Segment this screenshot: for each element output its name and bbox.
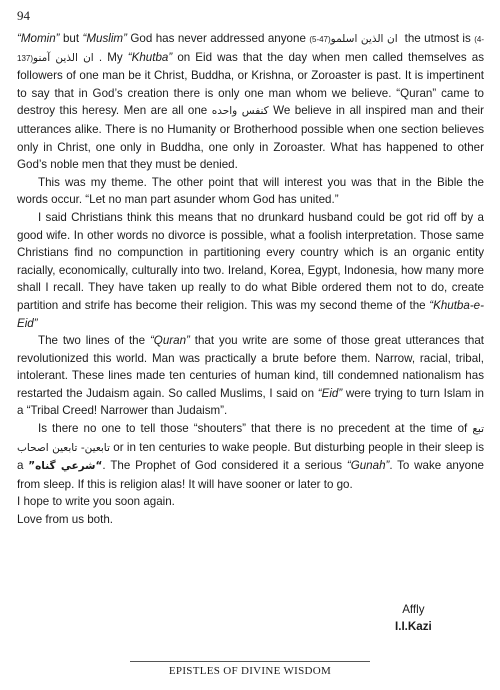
paragraph-5 (17, 420, 484, 493)
signature-block (395, 601, 432, 635)
text-run: We believe in all inspired man and their utterances alike. There is no Humanity or Brotherhood possible when one section believes only in Christ, one only in Buddha, one only in Zoroaster. What has happened to other God’s noble men that they must be denied. (17, 104, 484, 172)
text-run: were trying to turn Islam in a “Tribal Creed! Narrower than Judaism”. (17, 386, 484, 418)
text-run: . My (98, 50, 128, 64)
text-run: that you write are some of those great utterances that revolutionized this world. Man was practically a brute before them. Narrow, racial, tribal, intolerant. These lines made ten centuries of human kind, till condemned nationalism has restarted the Judaism again. So called Muslims, I said on (17, 334, 484, 400)
text-run: or in ten centuries to wake people. But disturbing people in their sleep is a (17, 440, 485, 473)
italic-term: “Muslim” (82, 32, 127, 45)
italic-term: “Khutba-e-Eid” (17, 298, 484, 330)
italic-term: “Khutba” (127, 50, 173, 64)
italic-term: “Momin” (17, 32, 60, 45)
text-run: . The Prophet of God considered it a serious (102, 459, 347, 473)
italic-term: “Quran” (149, 334, 190, 348)
arabic-quote: “شرعي گناه” (28, 460, 103, 473)
arabic-quote: ان الذين آمنو (33, 51, 99, 64)
italic-term: “Eid” (317, 386, 343, 400)
signoff-greeting: Affly (402, 603, 425, 616)
text-run: The two lines of the (38, 334, 150, 348)
paragraph-3 (17, 209, 484, 332)
text-run: on Eid was that the day when men called themselves as followers of one man be it Christ, Buddha, or Krishna, or Zoroaster is past. It is impertinent to say that in God’s creation there is only one man whom we believe. “Quran” came to destroy this heresy. Men are all one (17, 50, 484, 118)
text-run: . To wake anyone from sleep. If this is religion alas! It will have sooner or later to go. (17, 459, 484, 491)
italic-term: “Gunah” (346, 459, 390, 473)
footer-divider (130, 661, 370, 662)
verse-reference: (4-137) (17, 35, 484, 63)
paragraph-2: This was my theme. The other point that will interest you was that in the Bible the words occur. “Let no man part asunder whom God has united.” (17, 175, 484, 207)
arabic-quote: تبع تابعين- تابعين اصحاب (17, 423, 484, 454)
text-run: the utmost is (401, 32, 475, 45)
letter-body (17, 30, 484, 529)
verse-reference: (5-47) (309, 35, 331, 44)
text-run: I said Christians think this means that no drunkard husband could be got rid off by a good wife. In other words no divorce is possible, what a foolish interpretation. Those same Christians find no compunction in partitioning every country which is an organic entity racially, economically, culturally into two. Ireland, Korea, Egypt, Indonesia, how many more shall I recall. They have taken up really to do what Bible ordered them not to do, create partition and strife has become their religion. This was my second theme of the (17, 210, 484, 312)
paragraph-1 (17, 30, 484, 174)
text-run: but (59, 32, 83, 45)
footer-book-title: EPISTLES OF DIVINE WISDOM (168, 665, 332, 677)
paragraph-4 (17, 332, 484, 420)
arabic-quote: ان الذين اسلمو (330, 33, 402, 45)
closing-line: Love from us both. (17, 513, 114, 527)
text-run: Is there no one to tell those “shouters” that there is no precedent at the time of (38, 422, 473, 436)
page-number: 94 (17, 8, 30, 23)
signoff-name: I.I.Kazi (395, 620, 432, 633)
text-run: God has never addressed anyone (126, 32, 310, 45)
closing-line: I hope to write you soon again. (17, 495, 175, 509)
arabic-quote: كنفس واحده (211, 105, 269, 118)
